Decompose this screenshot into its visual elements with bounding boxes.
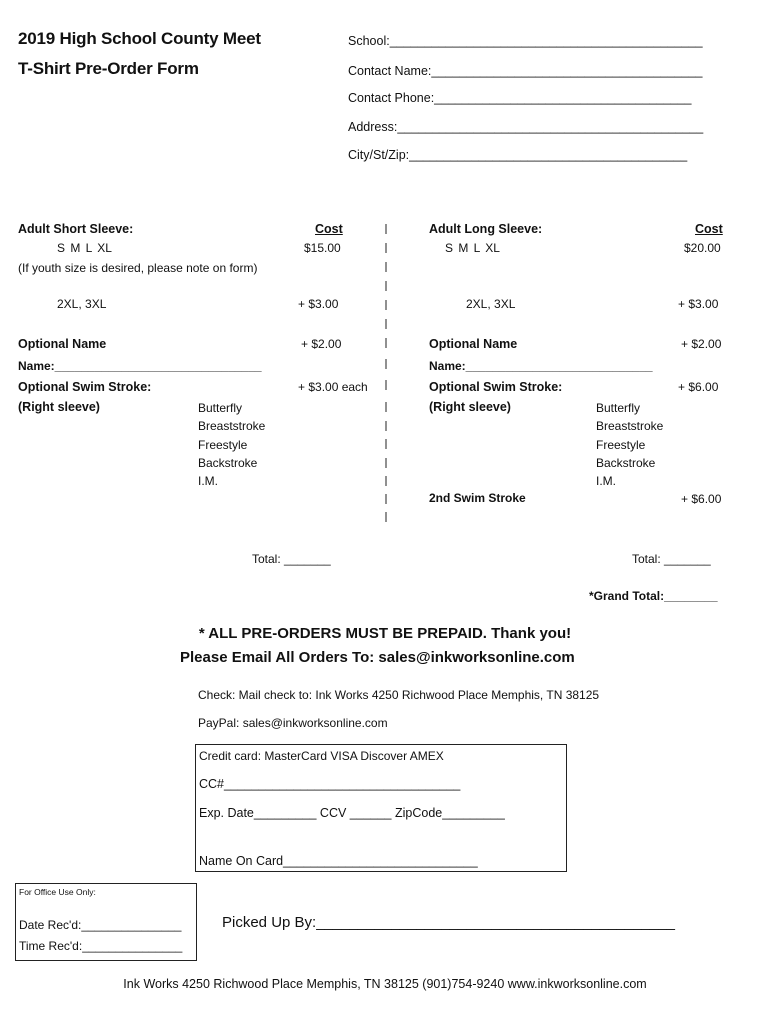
- separator-line: [383, 222, 389, 522]
- form-title-line2: T-Shirt Pre-Order Form: [18, 59, 199, 78]
- form-title-line1: 2019 High School County Meet: [18, 29, 261, 48]
- date-received-field[interactable]: Date Rec'd:_______________: [19, 918, 182, 932]
- short-sleeve-optional-name-price: + $2.00: [301, 337, 342, 351]
- long-sleeve-total[interactable]: Total: _______: [632, 552, 711, 566]
- long-sleeve-name-field[interactable]: Name:____________________________: [429, 359, 653, 373]
- long-sleeve-stroke-im: I.M.: [596, 474, 616, 488]
- long-sleeve-sizes: S M L XL: [445, 241, 500, 255]
- city-state-zip-field[interactable]: City/St/Zip:________________________________________: [348, 148, 688, 162]
- name-on-card-field[interactable]: Name On Card____________________________: [199, 854, 478, 868]
- long-sleeve-stroke-butterfly: Butterfly: [596, 401, 641, 415]
- short-sleeve-price: $15.00: [304, 241, 341, 255]
- long-sleeve-swim-price: + $6.00: [678, 380, 719, 394]
- long-sleeve-heading: Adult Long Sleeve:: [429, 222, 543, 236]
- contact-name-field[interactable]: Contact Name:_______________________________________: [348, 64, 703, 78]
- short-sleeve-stroke-breaststroke: Breaststroke: [198, 419, 266, 433]
- paypal-payment-info: PayPal: sales@inkworksonline.com: [198, 716, 388, 730]
- prepaid-notice: * ALL PRE-ORDERS MUST BE PREPAID. Thank you!: [198, 625, 572, 642]
- youth-size-note: (If youth size is desired, please note on form): [18, 261, 258, 275]
- short-sleeve-stroke-backstroke: Backstroke: [198, 456, 258, 470]
- grand-total[interactable]: *Grand Total:________: [589, 589, 718, 603]
- credit-card-box: [195, 744, 567, 872]
- long-sleeve-cost-header: Cost: [695, 222, 723, 236]
- long-sleeve-xl-price: + $3.00: [678, 297, 719, 311]
- time-received-field[interactable]: Time Rec'd:_______________: [19, 939, 183, 953]
- short-sleeve-optional-name: Optional Name: [18, 337, 107, 351]
- short-sleeve-name-field[interactable]: Name:_______________________________: [18, 359, 262, 373]
- short-sleeve-xl-price: + $3.00: [298, 297, 339, 311]
- long-sleeve-stroke-freestyle: Freestyle: [596, 438, 646, 452]
- short-sleeve-xl-sizes: 2XL, 3XL: [57, 297, 107, 311]
- short-sleeve-total[interactable]: Total: _______: [252, 552, 331, 566]
- long-sleeve-stroke-backstroke: Backstroke: [596, 456, 656, 470]
- long-sleeve-optional-name: Optional Name: [429, 337, 518, 351]
- long-sleeve-xl-sizes: 2XL, 3XL: [466, 297, 516, 311]
- short-sleeve-swim-price: + $3.00 each: [298, 380, 368, 394]
- footer-contact: Ink Works 4250 Richwood Place Memphis, TN 38125 (901)754-9240 www.inkworksonline.com: [123, 977, 647, 991]
- picked-up-by-field[interactable]: Picked Up By:___________________________________________: [222, 914, 675, 931]
- short-sleeve-stroke-freestyle: Freestyle: [198, 438, 248, 452]
- long-sleeve-optional-name-price: + $2.00: [681, 337, 722, 351]
- short-sleeve-sizes: S M L XL: [57, 241, 112, 255]
- office-use-box: [15, 883, 197, 961]
- long-sleeve-swim-heading: Optional Swim Stroke:: [429, 380, 563, 394]
- long-sleeve-second-stroke-price: + $6.00: [681, 492, 722, 506]
- short-sleeve-swim-heading: Optional Swim Stroke:: [18, 380, 152, 394]
- school-field[interactable]: School:_____________________________________________: [348, 34, 703, 48]
- credit-card-types: Credit card: MasterCard VISA Discover AMEX: [199, 749, 444, 763]
- short-sleeve-stroke-butterfly: Butterfly: [198, 401, 243, 415]
- cc-number-field[interactable]: CC#__________________________________: [199, 777, 461, 791]
- short-sleeve-cost-header: Cost: [315, 222, 343, 236]
- check-payment-info: Check: Mail check to: Ink Works 4250 Richwood Place Memphis, TN 38125: [198, 688, 600, 702]
- short-sleeve-stroke-im: I.M.: [198, 474, 218, 488]
- long-sleeve-second-stroke: 2nd Swim Stroke: [429, 491, 526, 505]
- long-sleeve-right-sleeve: (Right sleeve): [429, 400, 511, 414]
- exp-ccv-zip-field[interactable]: Exp. Date_________ CCV ______ ZipCode_________: [199, 806, 505, 820]
- email-orders-notice: Please Email All Orders To: sales@inkworksonline.com: [180, 649, 575, 666]
- short-sleeve-heading: Adult Short Sleeve:: [18, 222, 134, 236]
- long-sleeve-price: $20.00: [684, 241, 721, 255]
- contact-phone-field[interactable]: Contact Phone:_____________________________________: [348, 91, 692, 105]
- column-separator: [383, 222, 389, 527]
- address-field[interactable]: Address:____________________________________________: [348, 120, 704, 134]
- long-sleeve-stroke-breaststroke: Breaststroke: [596, 419, 664, 433]
- office-use-label: For Office Use Only:: [19, 887, 96, 897]
- short-sleeve-right-sleeve: (Right sleeve): [18, 400, 100, 414]
